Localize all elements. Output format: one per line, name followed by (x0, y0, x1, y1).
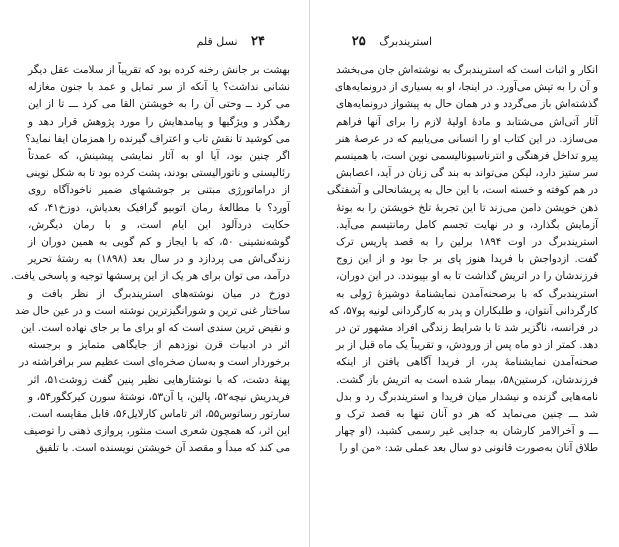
text-line: رهگذر و ویژگیها و پیامدهایش را مورد پژوهش قرار دهد و (28, 115, 290, 128)
text-line: در هم کوفته و خسته است، با این حال به پریشانحالی و آشفتگی (326, 184, 598, 197)
text-line: این اثر، که همچون شعری است منثور، پروازی ذهنی را توصیف (23, 425, 290, 438)
text-line: آثار آتی‌اش می‌شتابد و مادهٔ اولیهٔ لازم را برای آنها فراهم (336, 115, 598, 128)
text-line: کارگردانی آنتوان، و طلبکاران و پدر به کارگردانی لونیه پو۵۷، که (328, 304, 598, 317)
text-line: می کرد ــ وحتی آن را به خویشتن القا می کرد ـــ تا از این (28, 98, 290, 111)
text-line: گفت. ازدواجش با فریدا هنوز پای بر جا بود و از این زوج (336, 253, 598, 266)
right-page-body (326, 62, 598, 458)
right-page-number: ۲۵ (351, 34, 366, 49)
text-line: شد ـــ چنین می‌نماید که هر دو آنان تنها به قصد ترک و (336, 408, 598, 421)
text-line: بهشت بر جانش رخنه کرده بود که تقریباً از سلامت عقل دیگر (28, 64, 290, 76)
text-line: صحنه‌آمدن نمایشنامهٔ پدر، از فریدا آگاهی یافتن از اینکه (336, 356, 598, 369)
text-line: و آن را به تپش می‌آورد. در اینجا، او به بسیاری از درونمایه‌های (334, 81, 598, 94)
text-line: ساختار غنی ترین و شورانگیزترین نوشته است و در عین حال ضد (15, 304, 290, 317)
left-page (0, 0, 309, 547)
text-line: ـــ و آخرالامر کارشان به جدایی غیر رسمی کشید، (او چهار (336, 425, 598, 438)
text-line: انکار و اثبات است که استریندبرگ به نوشته‌اش جان می‌بخشد (336, 64, 598, 76)
text-line: فرزندشان را در اتریش گذاشت تا به او بپیوندد. در این دوران، (336, 270, 598, 283)
text-line: سر ستیز دارد، لیکن می‌تواند به بند گی زنان در آید، اعصابش (336, 167, 598, 180)
right-page-running-title: استریندبرگ (379, 35, 432, 48)
text-line: فرزندشان، کرستین۵۸، بیمار شده است به اتریش باز گشت. (336, 373, 598, 386)
text-line: و نقیض ترین سندی است که او برای ما بر جای نهاده است. این (20, 322, 290, 335)
right-page (310, 0, 619, 547)
text-line: در فرانسه، ناگزیر شد تا با شرایط زندگی افراد مشهور تن در (336, 322, 598, 335)
left-page-number: ۲۴ (251, 34, 265, 49)
text-line: اثر در ادبیات قرن نوزدهم از جایگاهی متمایز و برجسته (28, 339, 290, 352)
text-line: پهنهٔ دشت، که با نوشتارهایی نظیر پنین گفت زوشت۵۱، اثر (28, 373, 290, 386)
text-line: درآمد، می توان برای هر یک از این پرسشها توجیه و پاسخی یافت. (10, 270, 290, 283)
text-line: اگر چنین بود، آیا او به آثار نمایشی پیشینش، که عمدتاً (28, 150, 290, 163)
text-line: گذشته‌اش باز می‌گردد و در همان حال به پیشواز درونمایه‌های (336, 98, 598, 111)
left-page-running-title: نسل قلم (196, 35, 238, 48)
text-line: زندگی‌اش می پردازد و در سال بعد (۱۸۹۸) به رشتهٔ تحریر (28, 253, 290, 266)
left-page-body (10, 62, 290, 458)
text-line: نامه‌هایی گزنده و نیشدار میان فریدا و استریندبرگ رد و بدل (336, 390, 598, 403)
text-line: نشانی نداشت؟ یا آنکه از سر تمایل و عمد با جنون مغازله (28, 81, 290, 94)
text-line: می کند که مبدأ و مقصد آن خویشتن نویسنده است. با تلفیق (35, 442, 290, 455)
text-line: سارتور رساتوس۵۵، اثر تاماس کارلایل۵۶، قابل مقایسه است. (27, 408, 290, 421)
text-line: ذهن خویشن دامن می‌زند تا این تجربهٔ تلخ خویشتن را به بوتهٔ (336, 201, 598, 214)
text-line: استریندبرگ در اوت ۱۸۹۴ برلین را به قصد پاریس ترک (336, 236, 598, 249)
text-line: گوشه‌نشینی ۵۰، که با ایجاز و کم گویی به همین دوران از (28, 236, 290, 249)
text-line: رئالیستی و ناتورالیستی بودند، پشت کرده بود تا به شکل نوینی (25, 167, 290, 180)
text-line: پیرو تداخل فرهنگی و انترناسیونالیسمی نوین است، با همینسم (334, 150, 598, 163)
text-line: می‌سازد. در این کتاب او را انسانی می‌یابیم که در عرصهٔ هنر (336, 132, 598, 145)
text-line: دهد. کمتر از دو ماه پس از ورودش، و تقریباً یک ماه قبل از بر (336, 339, 598, 352)
text-line: استریندبرگ که با برصحنه‌آمدن نمایشنامهٔ دوشیزهٔ ژولی به (336, 287, 598, 300)
text-line: آورد؟ با مطالعهٔ رمان اتوبیو گرافیک بعدیاش، دوزخ۴۱، که (28, 201, 290, 214)
right-page-header (332, 34, 442, 50)
left-page-header (155, 34, 265, 50)
text-line: از دراماتورژی مبتنی بر جوششهای ضمیر ناخودآگاه روی (28, 184, 290, 197)
text-line: طلاق آنان به‌صورت قانونی دو سال بعد عملی شد: «من او را (339, 442, 598, 455)
text-line: حکایت دردآلود این ایام است، و با رمان دیگرش، (28, 218, 290, 231)
text-line: می کوشید تا نقش تاب و اعتراف گیرنده را همزمان ایفا نماید؟ (25, 132, 290, 145)
text-line: فریدریش نیچه۵۲، پالین، یا آن۵۳، نوشتهٔ سورن کیرکگور۵۴، و (28, 390, 290, 403)
text-line: برخوردار است و به‌سان صخره‌ای است عظیم سر برافراشته در (19, 356, 290, 369)
text-line: آزمایش بگذارد، و در نهایت تجسم کامل رمانتیسم می‌آید. (336, 218, 598, 231)
text-line: دوزخ در میان نوشته‌های استریندبرگ از نظر بافت و (28, 287, 290, 300)
